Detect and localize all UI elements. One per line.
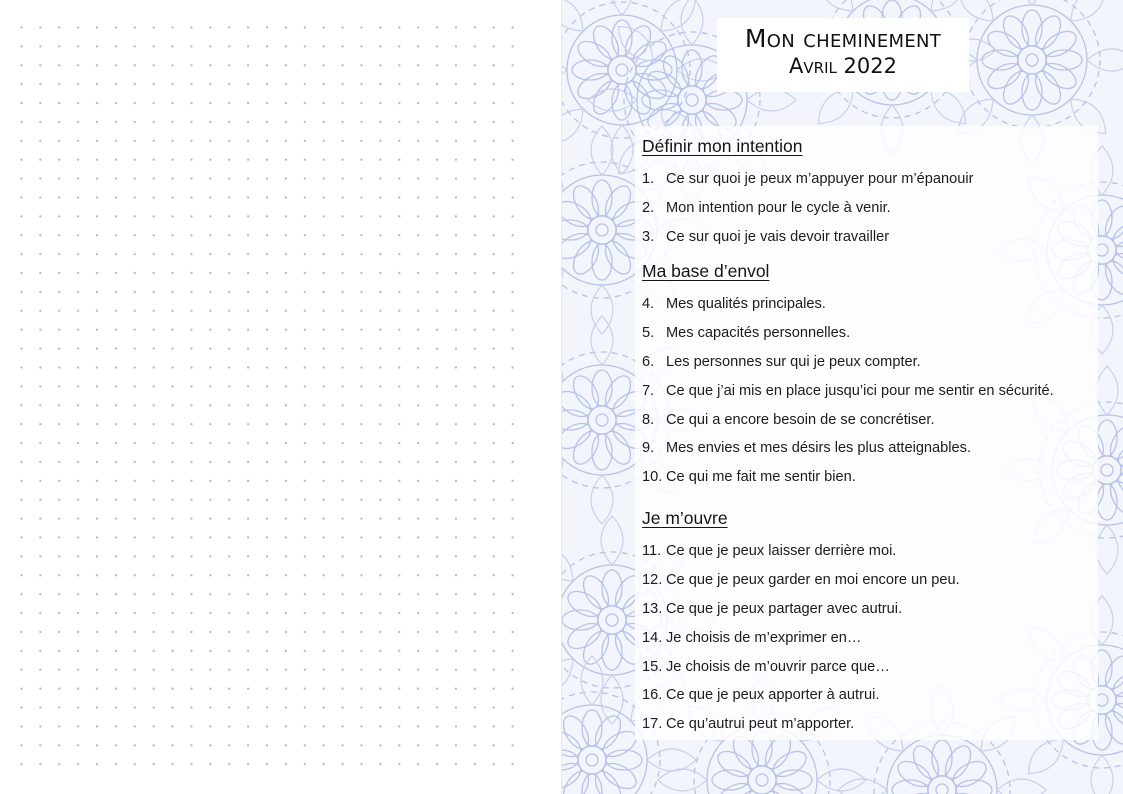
- list-item: 4. Mes qualités principales.: [642, 296, 826, 312]
- section-je-m-ouvre: [642, 508, 960, 739]
- list-item: 12. Ce que je peux garder en moi encore un peu.: [642, 571, 960, 588]
- list-item: 3. Ce sur quoi je vais devoir travailler: [642, 228, 890, 245]
- list-item: 16. Ce que je peux apporter à autrui.: [642, 687, 880, 704]
- section-base-envol: [642, 261, 1054, 492]
- list-item: 17. Ce qu’autrui peut m’apporter.: [642, 716, 855, 733]
- list-item: 2. Mon intention pour le cycle à venir.: [642, 199, 891, 216]
- list-item: 14. Je choisis de m’exprimer en…: [642, 629, 862, 646]
- prompt-list: [642, 165, 973, 252]
- title-box: [717, 18, 969, 92]
- dot-grid: [12, 18, 528, 778]
- list-item: 8. Ce qui a encore besoin de se concrétiser.: [642, 411, 935, 428]
- dotted-page: [0, 0, 561, 794]
- section-title: Ma base d’envol: [642, 261, 770, 281]
- list-item: 11. Ce que je peux laisser derrière moi.: [642, 543, 897, 559]
- section-definir-intention: [642, 136, 973, 252]
- section-title: Définir mon intention: [642, 136, 803, 156]
- list-item: 13. Ce que je peux partager avec autrui.: [642, 600, 903, 617]
- page-title: Mon cheminement: [744, 24, 942, 53]
- list-item: 9. Mes envies et mes désirs les plus atteignables.: [642, 440, 971, 457]
- list-item: 5. Mes capacités personnelles.: [642, 324, 851, 341]
- list-item: 1. Ce sur quoi je peux m’appuyer pour m’épanouir: [642, 171, 974, 187]
- page-subtitle: Avril 2022: [789, 54, 897, 78]
- list-item: 7. Ce que j’ai mis en place jusqu’ici pour me sentir en sécurité.: [642, 382, 1054, 399]
- journal-page: [561, 0, 1123, 794]
- prompt-list: [642, 537, 960, 739]
- list-item: 6. Les personnes sur qui je peux compter.: [642, 353, 921, 370]
- section-title: Je m’ouvre: [642, 508, 728, 528]
- list-item: 10. Ce qui me fait me sentir bien.: [642, 469, 856, 486]
- list-item: 15. Je choisis de m’ouvrir parce que…: [642, 658, 890, 675]
- prompt-list: [642, 290, 1054, 492]
